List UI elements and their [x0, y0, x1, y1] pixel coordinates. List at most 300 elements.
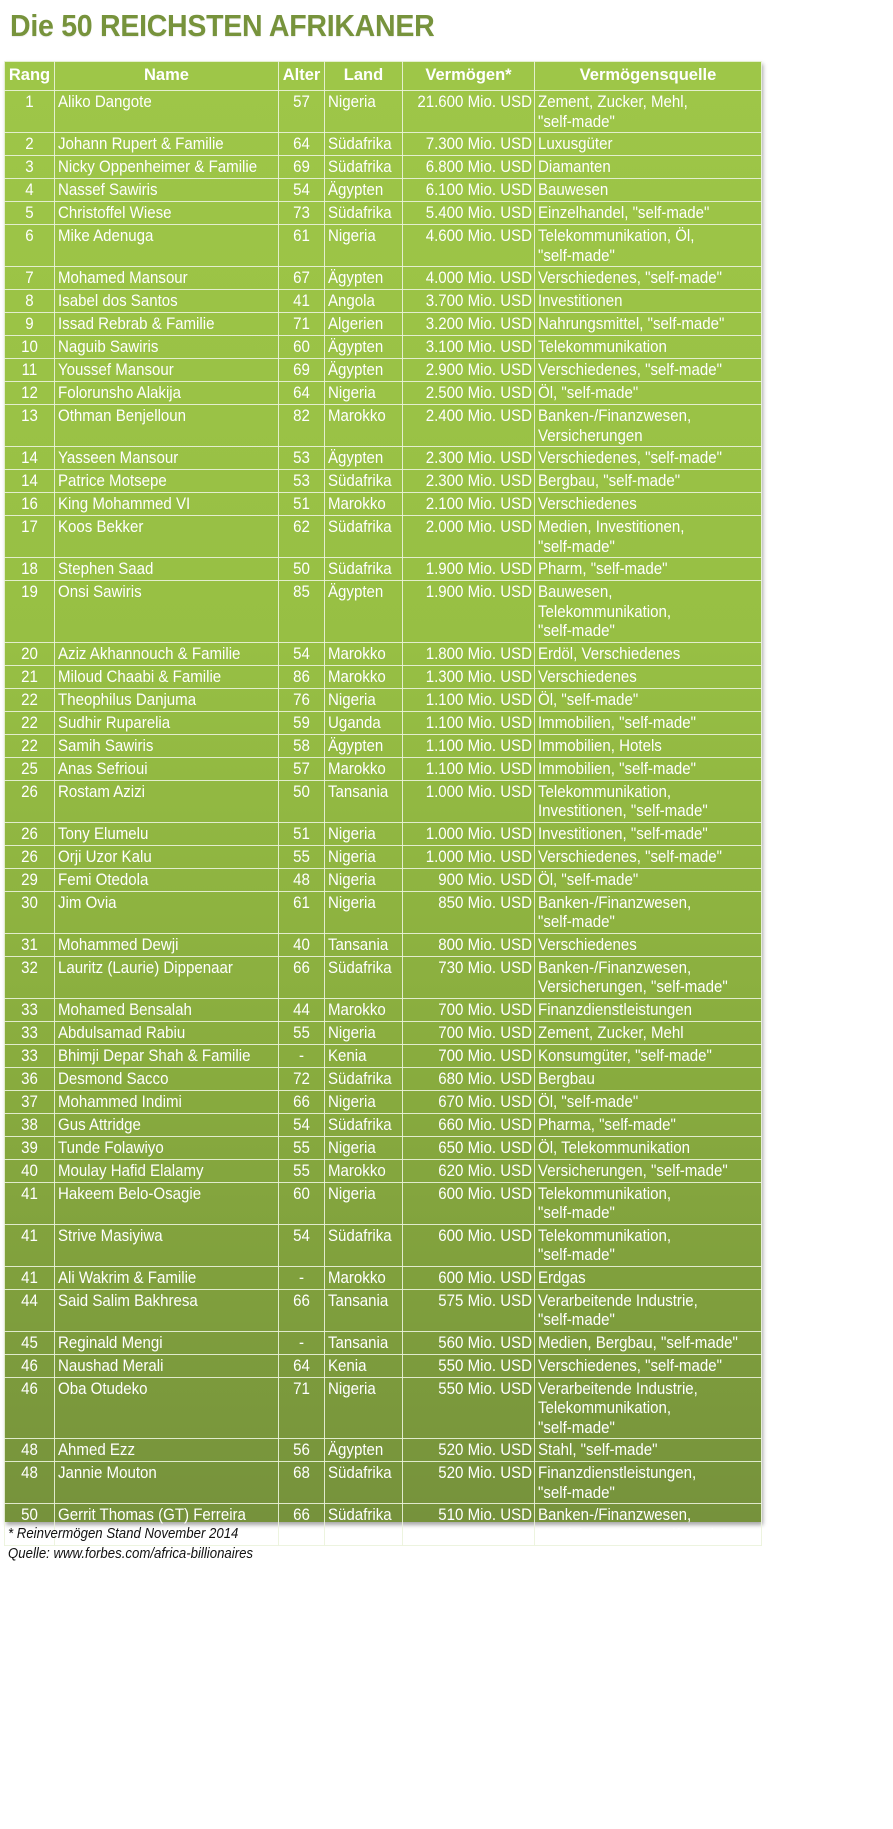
age-cell — [279, 1289, 325, 1331]
table-row — [5, 581, 762, 643]
wealth-source-cell — [535, 290, 762, 313]
rank-cell-text: 22 — [21, 690, 38, 709]
net-worth-cell — [403, 91, 535, 133]
wealth-source-line: Investitionen, "self-made" — [538, 802, 708, 820]
net-worth-cell — [403, 956, 535, 998]
wealth-source-cell-text: Versicherungen, "self-made" — [538, 1161, 728, 1180]
wealth-source-cell — [535, 179, 762, 202]
age-cell-text: 64 — [293, 1356, 310, 1375]
wealth-source-cell — [535, 868, 762, 891]
net-worth-cell — [403, 1113, 535, 1136]
wealth-source-cell-text: Öl, Telekommunikation — [538, 1138, 691, 1157]
column-header-country: Land — [325, 62, 403, 91]
age-cell-text: 61 — [293, 893, 310, 912]
age-cell-text: 66 — [293, 1506, 310, 1524]
country-cell-text: Nigeria — [328, 227, 376, 245]
wealth-source-cell — [535, 470, 762, 493]
wealth-source-cell — [535, 998, 762, 1021]
country-cell — [325, 1289, 403, 1331]
name-cell-text: Anas Sefrioui — [58, 759, 148, 778]
wealth-source-lines — [538, 1292, 743, 1331]
table-row — [5, 665, 762, 688]
wealth-source-line: "self-made" — [538, 1311, 615, 1329]
net-worth-cell-text: 2.300 Mio. USD — [425, 449, 532, 467]
wealth-source-cell — [535, 822, 762, 845]
name-cell — [55, 891, 279, 933]
rank-cell — [5, 1377, 55, 1439]
country-cell — [325, 581, 403, 643]
age-cell — [279, 1113, 325, 1136]
age-cell — [279, 1044, 325, 1067]
net-worth-cell — [403, 447, 535, 470]
net-worth-cell — [403, 225, 535, 267]
age-cell — [279, 665, 325, 688]
table-row — [5, 179, 762, 202]
country-cell — [325, 493, 403, 516]
country-cell — [325, 780, 403, 822]
name-cell-text: Rostam Azizi — [58, 782, 146, 801]
wealth-source-cell-text: Diamanten — [538, 158, 611, 176]
net-worth-cell-text: 2.300 Mio. USD — [425, 472, 532, 490]
wealth-source-cell — [535, 156, 762, 179]
wealth-source-line: Telekommunikation, — [538, 1399, 672, 1417]
country-cell — [325, 1439, 403, 1462]
wealth-source-cell-text: Verschiedenes — [538, 667, 637, 686]
name-cell-text: Said Salim Bakhresa — [58, 1291, 198, 1310]
rank-cell — [5, 1462, 55, 1504]
net-worth-cell-text: 1.000 Mio. USD — [425, 824, 532, 843]
country-cell-text: Südafrika — [328, 1115, 392, 1134]
rank-cell — [5, 956, 55, 998]
rank-cell-text: 41 — [21, 1226, 38, 1245]
name-cell — [55, 359, 279, 382]
country-cell — [325, 933, 403, 956]
wealth-source-cell — [535, 1090, 762, 1113]
wealth-source-line: "self-made" — [538, 1418, 615, 1437]
table-row — [5, 1266, 762, 1289]
age-cell — [279, 998, 325, 1021]
wealth-source-cell — [535, 1136, 762, 1159]
name-cell — [55, 405, 279, 447]
net-worth-cell-text: 1.100 Mio. USD — [425, 736, 532, 755]
country-cell-text: Nigeria — [328, 893, 376, 912]
net-worth-cell-text: 600 Mio. USD — [438, 1184, 532, 1203]
net-worth-cell-text: 2.500 Mio. USD — [425, 384, 532, 402]
net-worth-cell — [403, 470, 535, 493]
rank-cell-text: 50 — [21, 1506, 38, 1524]
net-worth-cell — [403, 780, 535, 822]
net-worth-cell-text: 1.800 Mio. USD — [425, 644, 532, 663]
rank-cell-text: 26 — [21, 847, 38, 866]
rank-cell-text: 44 — [21, 1291, 38, 1310]
country-cell-text: Ägypten — [328, 736, 384, 755]
country-cell — [325, 1044, 403, 1067]
age-cell-text: 41 — [293, 292, 310, 310]
name-cell — [55, 1462, 279, 1504]
age-cell — [279, 405, 325, 447]
wealth-source-line: "self-made" — [538, 246, 615, 265]
rank-cell-text: 45 — [21, 1333, 38, 1352]
name-cell-text: Oba Otudeko — [58, 1379, 148, 1398]
table-row — [5, 91, 762, 133]
country-cell — [325, 156, 403, 179]
name-cell-text: Theophilus Danjuma — [58, 690, 197, 709]
wealth-source-cell-text: Investitionen, "self-made" — [538, 824, 708, 843]
rank-cell-text: 25 — [21, 759, 38, 778]
wealth-source-cell — [535, 1044, 762, 1067]
age-cell-text: 62 — [293, 518, 310, 536]
rank-cell-text: 13 — [21, 407, 38, 425]
wealth-source-cell-text: Verschiedenes, "self-made" — [538, 361, 722, 379]
name-cell — [55, 1439, 279, 1462]
rank-cell — [5, 493, 55, 516]
age-cell — [279, 581, 325, 643]
table-row — [5, 493, 762, 516]
name-cell-text: Abdulsamad Rabiu — [58, 1023, 186, 1042]
age-cell-text: 55 — [293, 1161, 310, 1180]
net-worth-cell-text: 850 Mio. USD — [438, 893, 532, 912]
wealth-source-lines — [538, 1464, 743, 1503]
wealth-source-cell — [535, 780, 762, 822]
table-row — [5, 267, 762, 290]
net-worth-cell — [403, 933, 535, 956]
table-row — [5, 1159, 762, 1182]
rank-cell — [5, 133, 55, 156]
age-cell — [279, 868, 325, 891]
country-cell — [325, 1113, 403, 1136]
column-header-net-worth: Vermögen* — [403, 62, 535, 91]
wealth-source-cell — [535, 845, 762, 868]
country-cell-text: Ägypten — [328, 1441, 384, 1459]
table-row — [5, 1067, 762, 1090]
age-cell-text: 64 — [293, 135, 310, 153]
age-cell-text: 58 — [293, 736, 310, 755]
name-cell — [55, 179, 279, 202]
age-cell-text: 54 — [293, 1115, 310, 1134]
name-cell — [55, 202, 279, 225]
country-cell-text: Nigeria — [328, 847, 376, 866]
wealth-source-cell — [535, 225, 762, 267]
wealth-source-cell-text: Öl, "self-made" — [538, 690, 639, 709]
age-cell-text: 67 — [293, 269, 310, 287]
net-worth-cell-text: 575 Mio. USD — [438, 1291, 532, 1310]
net-worth-cell-text: 1.000 Mio. USD — [425, 847, 532, 866]
table-row — [5, 1354, 762, 1377]
age-cell — [279, 1462, 325, 1504]
wealth-source-cell — [535, 1289, 762, 1331]
country-cell-text: Tansania — [328, 935, 389, 954]
name-cell-text: Othman Benjelloun — [58, 407, 187, 425]
rank-cell — [5, 1439, 55, 1462]
net-worth-cell-text: 1.100 Mio. USD — [425, 690, 532, 709]
age-cell-text: 54 — [293, 644, 310, 663]
age-cell-text: 61 — [293, 227, 310, 245]
age-cell — [279, 1224, 325, 1266]
name-cell — [55, 133, 279, 156]
wealth-source-line: Telekommunikation, — [538, 602, 672, 621]
wealth-source-cell-text: Bauwesen — [538, 181, 609, 199]
net-worth-cell — [403, 1044, 535, 1067]
name-cell-text: Nicky Oppenheimer & Familie — [58, 158, 258, 176]
net-worth-cell — [403, 267, 535, 290]
rank-cell — [5, 1354, 55, 1377]
wealth-source-cell — [535, 133, 762, 156]
wealth-source-cell — [535, 1377, 762, 1439]
country-cell-text: Tansania — [328, 1291, 389, 1310]
age-cell — [279, 1377, 325, 1439]
net-worth-cell-text: 21.600 Mio. USD — [417, 93, 532, 111]
wealth-source-cell — [535, 267, 762, 290]
age-cell — [279, 133, 325, 156]
wealth-source-lines — [538, 959, 743, 998]
wealth-source-line: Banken-/Finanzwesen, — [538, 407, 692, 425]
wealth-source-cell — [535, 1439, 762, 1462]
rank-cell — [5, 780, 55, 822]
country-cell — [325, 447, 403, 470]
net-worth-cell — [403, 1377, 535, 1439]
age-cell — [279, 1159, 325, 1182]
wealth-source-line: "self-made" — [538, 1483, 615, 1502]
rank-cell-text: 41 — [21, 1184, 38, 1203]
net-worth-cell — [403, 1021, 535, 1044]
country-cell-text: Nigeria — [328, 1379, 376, 1398]
table-row — [5, 1090, 762, 1113]
wealth-source-cell — [535, 688, 762, 711]
name-cell-text: Mike Adenuga — [58, 227, 154, 245]
net-worth-cell-text: 1.100 Mio. USD — [425, 759, 532, 778]
net-worth-cell-text: 1.000 Mio. USD — [425, 782, 532, 801]
net-worth-cell — [403, 1090, 535, 1113]
name-cell — [55, 1044, 279, 1067]
age-cell-text: 51 — [293, 495, 310, 513]
rank-cell — [5, 179, 55, 202]
country-cell — [325, 956, 403, 998]
net-worth-cell-text: 3.100 Mio. USD — [425, 338, 532, 356]
table-row — [5, 1377, 762, 1439]
rank-cell — [5, 845, 55, 868]
name-cell-text: Yasseen Mansour — [58, 449, 179, 467]
rank-cell — [5, 998, 55, 1021]
wealth-source-cell — [535, 1224, 762, 1266]
rank-cell-text: 2 — [25, 135, 34, 153]
country-cell-text: Marokko — [328, 1000, 386, 1019]
wealth-source-cell-text: Immobilien, "self-made" — [538, 713, 696, 732]
wealth-source-lines — [538, 93, 743, 132]
table-row — [5, 1136, 762, 1159]
country-cell-text: Ägypten — [328, 361, 384, 379]
name-cell — [55, 845, 279, 868]
net-worth-cell-text: 3.200 Mio. USD — [425, 315, 532, 333]
age-cell — [279, 845, 325, 868]
net-worth-cell-text: 550 Mio. USD — [438, 1356, 532, 1375]
country-cell — [325, 642, 403, 665]
wealth-source-cell — [535, 891, 762, 933]
wealth-source-cell — [535, 1067, 762, 1090]
age-cell — [279, 757, 325, 780]
table-row — [5, 1331, 762, 1354]
wealth-source-line: Versicherungen, "self-made" — [538, 978, 728, 996]
country-cell — [325, 688, 403, 711]
country-cell — [325, 405, 403, 447]
age-cell — [279, 1090, 325, 1113]
name-cell — [55, 1266, 279, 1289]
country-cell-text: Südafrika — [328, 1506, 392, 1524]
rank-cell-text: 3 — [25, 158, 34, 176]
name-cell — [55, 581, 279, 643]
wealth-source-line: Zement, Zucker, Mehl, — [538, 93, 688, 111]
net-worth-cell — [403, 1067, 535, 1090]
country-cell-text: Südafrika — [328, 135, 392, 153]
name-cell — [55, 267, 279, 290]
wealth-source-lines — [538, 1506, 743, 1545]
country-cell-text: Nigeria — [328, 1092, 376, 1111]
rank-cell — [5, 757, 55, 780]
age-cell-text: 68 — [293, 1464, 310, 1482]
rank-cell — [5, 1266, 55, 1289]
net-worth-cell — [403, 665, 535, 688]
wealth-source-line: Medien, Investitionen, — [538, 518, 685, 536]
age-cell-text: 86 — [293, 667, 310, 686]
table-row — [5, 359, 762, 382]
country-cell-text: Ägypten — [328, 338, 384, 356]
age-cell — [279, 516, 325, 558]
column-header-rank: Rang — [5, 62, 55, 91]
country-cell-text: Südafrika — [328, 1226, 392, 1245]
net-worth-cell-text: 4.000 Mio. USD — [425, 269, 532, 287]
net-worth-cell-text: 800 Mio. USD — [438, 935, 532, 954]
rank-cell — [5, 336, 55, 359]
wealth-source-lines — [538, 783, 743, 822]
country-cell-text: Ägypten — [328, 269, 384, 287]
rank-cell-text: 17 — [21, 518, 38, 536]
rank-cell — [5, 891, 55, 933]
wealth-source-line: Verarbeitende Industrie, — [538, 1379, 698, 1398]
wealth-source-cell — [535, 1182, 762, 1224]
name-cell-text: Folorunsho Alakija — [58, 384, 182, 402]
rank-cell — [5, 734, 55, 757]
name-cell — [55, 665, 279, 688]
table-row — [5, 1439, 762, 1462]
table-row — [5, 891, 762, 933]
rank-cell — [5, 382, 55, 405]
wealth-source-cell — [535, 1266, 762, 1289]
rank-cell-text: 22 — [21, 736, 38, 755]
table-row — [5, 1113, 762, 1136]
country-cell — [325, 470, 403, 493]
country-cell — [325, 845, 403, 868]
age-cell-text: 66 — [293, 1291, 310, 1310]
country-cell-text: Angola — [328, 292, 375, 310]
net-worth-cell — [403, 688, 535, 711]
country-cell-text: Ägypten — [328, 449, 384, 467]
country-cell — [325, 868, 403, 891]
country-cell-text: Südafrika — [328, 158, 392, 176]
net-worth-cell — [403, 359, 535, 382]
net-worth-cell-text: 680 Mio. USD — [438, 1069, 532, 1088]
age-cell — [279, 447, 325, 470]
billionaires-table — [4, 61, 762, 1546]
rank-cell — [5, 933, 55, 956]
rank-cell-text: 11 — [21, 361, 38, 379]
country-cell-text: Südafrika — [328, 958, 392, 977]
table-row — [5, 202, 762, 225]
name-cell-text: Patrice Motsepe — [58, 472, 167, 490]
rank-cell-text: 33 — [21, 1023, 38, 1042]
name-cell-text: Bhimji Depar Shah & Familie — [58, 1046, 251, 1065]
rank-cell-text: 26 — [21, 824, 38, 843]
wealth-source-lines — [538, 1185, 743, 1224]
rank-cell-text: 39 — [21, 1138, 38, 1157]
age-cell — [279, 493, 325, 516]
wealth-source-cell-text: Zement, Zucker, Mehl — [538, 1023, 684, 1042]
rank-cell-text: 26 — [21, 782, 38, 801]
name-cell-text: Jannie Mouton — [58, 1464, 157, 1482]
net-worth-cell-text: 560 Mio. USD — [438, 1333, 532, 1352]
name-cell-text: Desmond Sacco — [58, 1069, 169, 1088]
net-worth-cell-text: 2.000 Mio. USD — [425, 518, 532, 536]
age-cell-text: - — [298, 1046, 304, 1065]
rank-cell-text: 36 — [21, 1069, 38, 1088]
name-cell-text: Mohammed Indimi — [58, 1092, 182, 1111]
age-cell-text: 50 — [293, 560, 310, 578]
name-cell — [55, 336, 279, 359]
name-cell — [55, 558, 279, 581]
rank-cell-text: 22 — [21, 713, 38, 732]
wealth-source-cell — [535, 1113, 762, 1136]
country-cell — [325, 998, 403, 1021]
wealth-source-cell-text: Bergbau — [538, 1069, 595, 1088]
name-cell — [55, 1136, 279, 1159]
wealth-source-cell — [535, 642, 762, 665]
country-cell — [325, 1331, 403, 1354]
rank-cell-text: 30 — [21, 893, 38, 912]
wealth-source-line: Banken-/Finanzwesen, — [538, 958, 692, 977]
net-worth-cell-text: 730 Mio. USD — [438, 958, 532, 977]
country-cell — [325, 382, 403, 405]
rank-cell-text: 29 — [21, 870, 38, 889]
name-cell — [55, 1113, 279, 1136]
name-cell-text: Sudhir Ruparelia — [58, 713, 171, 732]
age-cell-text: 57 — [293, 759, 310, 778]
name-cell-text: Onsi Sawiris — [58, 583, 142, 601]
rank-cell-text: 8 — [25, 292, 34, 310]
net-worth-cell — [403, 133, 535, 156]
name-cell-text: Reginald Mengi — [58, 1333, 163, 1352]
name-cell-text: Isabel dos Santos — [58, 292, 178, 310]
net-worth-cell-text: 7.300 Mio. USD — [425, 135, 532, 153]
wealth-source-line: Finanzdienstleistungen, — [538, 1464, 697, 1482]
age-cell-text: 59 — [293, 713, 310, 732]
country-cell — [325, 290, 403, 313]
age-cell-text: 55 — [293, 1023, 310, 1042]
wealth-source-cell-text: Verschiedenes, "self-made" — [538, 1356, 722, 1375]
rank-cell — [5, 359, 55, 382]
rank-cell — [5, 1159, 55, 1182]
country-cell-text: Nigeria — [328, 690, 376, 709]
age-cell — [279, 359, 325, 382]
country-cell-text: Nigeria — [328, 384, 376, 402]
net-worth-cell — [403, 891, 535, 933]
country-cell — [325, 665, 403, 688]
net-worth-cell — [403, 1354, 535, 1377]
table-row — [5, 780, 762, 822]
column-header-age: Alter — [279, 62, 325, 91]
country-cell — [325, 202, 403, 225]
wealth-source-cell-text: Öl, "self-made" — [538, 1092, 639, 1111]
wealth-source-line: Verarbeitende Industrie, — [538, 1291, 698, 1310]
country-cell-text: Marokko — [328, 495, 386, 513]
table-row — [5, 405, 762, 447]
